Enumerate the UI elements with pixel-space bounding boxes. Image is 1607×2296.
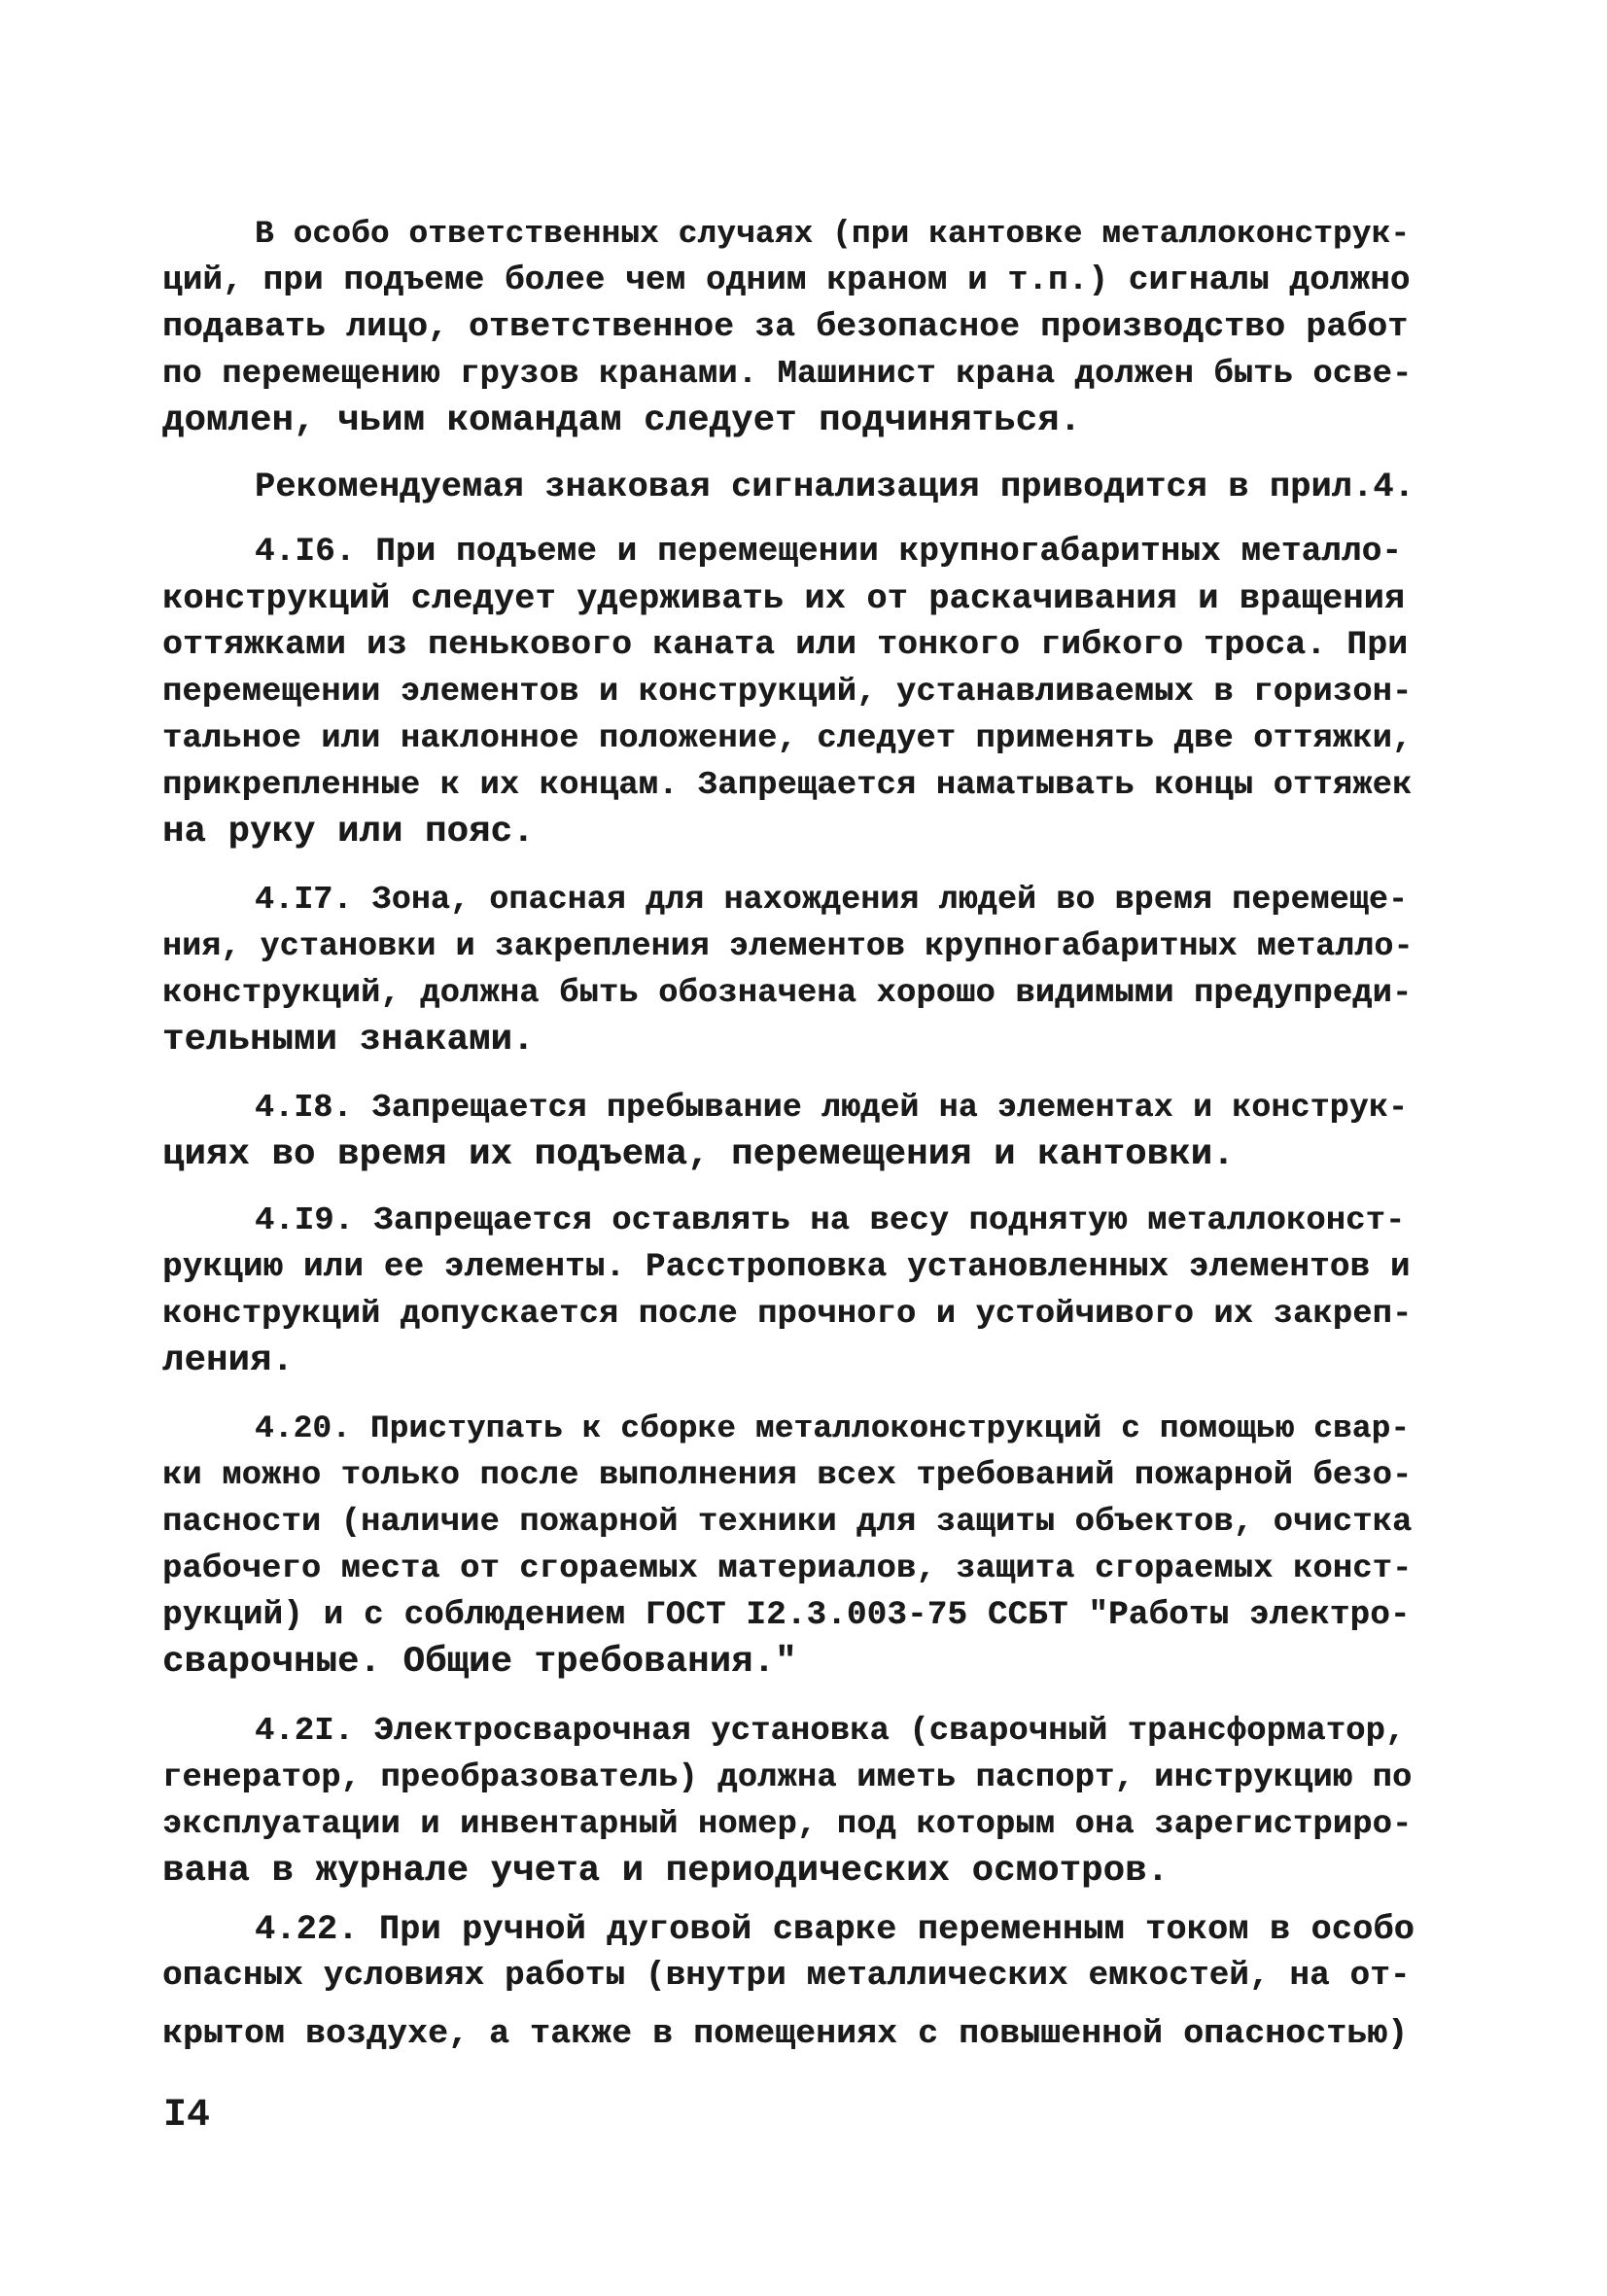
text-line: Рекомендуемая знаковая сигнализация приводится в прил.4. <box>255 468 1415 506</box>
text-line: ния, установки и закрепления элементов крупногабаритных металло- <box>162 928 1414 964</box>
text-line: конструкций следует удерживать их от раскачивания и вращения <box>162 579 1406 618</box>
text-line: оттяжками из пенькового каната или тонкого гибкого троса. При <box>162 626 1409 664</box>
text-line: по перемещению грузов кранами. Машинист крана должен быть осве- <box>162 356 1413 393</box>
text-line: тельными знаками. <box>162 1020 535 1061</box>
page-number: I4 <box>163 2094 211 2138</box>
text-line: вана в журнале учета и периодических осмотров. <box>162 1851 1170 1892</box>
text-line: В особо ответственных случаях (при кантовке металлоконструк- <box>255 216 1411 252</box>
text-line: 4.22. При ручной дуговой сварке переменным током в особо <box>255 1910 1415 1949</box>
text-line: циях во время их подъема, перемещения и кантовки. <box>162 1134 1235 1175</box>
text-line: эксплуатации и инвентарный номер, под которым она зарегистриро- <box>162 1806 1413 1843</box>
text-line: на руку или пояс. <box>162 812 535 852</box>
text-line: опасных условиях работы (внутри металлических емкостей, на от- <box>162 1958 1411 1995</box>
text-line: ления. <box>162 1340 295 1381</box>
text-line: ций, при подъеме более чем одним краном и т.п.) сигналы должно <box>162 262 1411 299</box>
text-line: конструкций, должна быть обозначена хорошо видимыми предупреди- <box>162 975 1413 1012</box>
text-line: домлен, чьим командам следует подчиняться. <box>162 400 1082 441</box>
text-line: конструкций допускается после прочного и устойчивого их закреп- <box>162 1296 1413 1333</box>
text-line: ки можно только после выполнения всех требований пожарной безо- <box>162 1457 1413 1494</box>
text-line: сварочные. Общие требования." <box>162 1642 797 1683</box>
text-line: 4.I9. Запрещается оставлять на весу поднятую металлоконст- <box>255 1202 1406 1239</box>
text-line: перемещении элементов и конструкций, устанавливаемых в горизон- <box>162 674 1413 711</box>
text-line: рукций) и с соблюдением ГОСТ I2.3.003-75 ССБТ "Работы электро- <box>162 1597 1411 1634</box>
text-line: пасности (наличие пожарной техники для защиты объектов, очистка <box>162 1504 1413 1541</box>
text-line: 4.I6. При подъеме и перемещении крупногабаритных металло- <box>255 534 1403 571</box>
text-line: рабочего места от сгораемых материалов, защита сгораемых конст- <box>162 1550 1413 1587</box>
text-line: генератор, преобразователь) должна иметь паспорт, инструкцию по <box>162 1759 1413 1796</box>
text-line: крытом воздухе, а также в помещениях с повышенной опасностью) <box>162 2015 1409 2053</box>
text-line: подавать лицо, ответственное за безопасное производство работ <box>162 308 1409 346</box>
text-line: прикрепленные к их концам. Запрещается наматывать концы оттяжек <box>162 767 1413 804</box>
text-line: 4.I8. Запрещается пребывание людей на элементах и конструк- <box>255 1090 1409 1126</box>
text-line: 4.20. Приступать к сборке металлоконструкций с помощью свар- <box>255 1410 1411 1446</box>
text-line: рукцию или ее элементы. Расстроповка установленных элементов и <box>162 1249 1411 1286</box>
text-line: 4.I7. Зона, опасная для нахождения людей во время перемеще- <box>255 882 1409 918</box>
text-line: 4.2I. Электросварочная установка (сварочный трансформатор, <box>255 1713 1406 1750</box>
text-line: тальное или наклонное положение, следует применять две оттяжки, <box>162 720 1413 757</box>
